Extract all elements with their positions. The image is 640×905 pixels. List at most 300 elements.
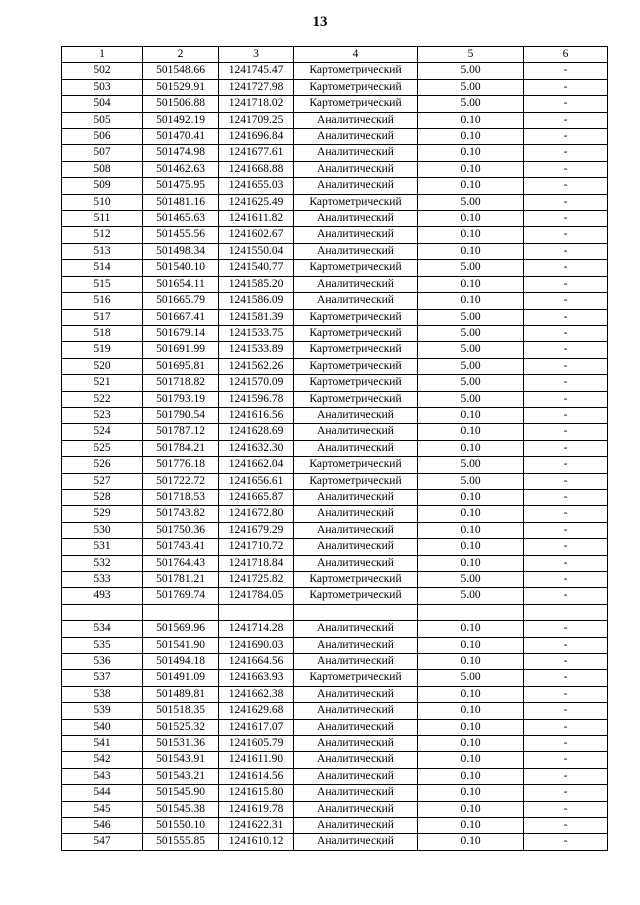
description-cell: - [524, 768, 608, 784]
point-number-cell: 546 [62, 818, 143, 834]
y-coordinate-cell: 1241602.67 [219, 227, 294, 243]
description-cell: - [524, 801, 608, 817]
x-coordinate-cell: 501722.72 [143, 473, 219, 489]
point-number-cell: 511 [62, 211, 143, 227]
x-coordinate-cell: 501764.43 [143, 555, 219, 571]
method-cell: Картометрический [294, 260, 418, 276]
point-number-cell: 518 [62, 325, 143, 341]
x-coordinate-cell: 501550.10 [143, 818, 219, 834]
point-number-cell: 514 [62, 260, 143, 276]
method-cell: Аналитический [294, 801, 418, 817]
method-cell: Аналитический [294, 129, 418, 145]
y-coordinate-cell: 1241665.87 [219, 489, 294, 505]
method-cell: Аналитический [294, 654, 418, 670]
table-row [62, 391, 608, 407]
table-row [62, 276, 608, 292]
accuracy-cell: 5.00 [418, 391, 524, 407]
column-header: 5 [418, 47, 524, 63]
x-coordinate-cell: 501474.98 [143, 145, 219, 161]
table-row [62, 79, 608, 95]
y-coordinate-cell: 1241690.03 [219, 637, 294, 653]
x-coordinate-cell: 501790.54 [143, 407, 219, 423]
x-coordinate-cell: 501679.14 [143, 325, 219, 341]
y-coordinate-cell: 1241628.69 [219, 424, 294, 440]
method-cell: Картометрический [294, 63, 418, 79]
point-number-cell: 534 [62, 621, 143, 637]
description-cell: - [524, 654, 608, 670]
method-cell: Аналитический [294, 211, 418, 227]
table-row [62, 818, 608, 834]
accuracy-cell: 0.10 [418, 654, 524, 670]
description-cell: - [524, 194, 608, 210]
method-cell: Аналитический [294, 736, 418, 752]
x-coordinate-cell: 501529.91 [143, 79, 219, 95]
method-cell: Аналитический [294, 112, 418, 128]
description-cell: - [524, 457, 608, 473]
accuracy-cell: 5.00 [418, 375, 524, 391]
point-number-cell: 540 [62, 719, 143, 735]
table-row [62, 752, 608, 768]
method-cell: Картометрический [294, 342, 418, 358]
accuracy-cell: 0.10 [418, 522, 524, 538]
method-cell: Аналитический [294, 276, 418, 292]
accuracy-cell: 0.10 [418, 768, 524, 784]
point-number-cell: 520 [62, 358, 143, 374]
accuracy-cell: 0.10 [418, 834, 524, 850]
point-number-cell: 541 [62, 736, 143, 752]
point-number-cell: 542 [62, 752, 143, 768]
point-number-cell: 536 [62, 654, 143, 670]
table-row [62, 457, 608, 473]
method-cell: Картометрический [294, 670, 418, 686]
x-coordinate-cell: 501548.66 [143, 63, 219, 79]
accuracy-cell: 0.10 [418, 178, 524, 194]
method-cell: Аналитический [294, 522, 418, 538]
method-cell: Аналитический [294, 539, 418, 555]
table-row [62, 834, 608, 850]
y-coordinate-cell: 1241709.25 [219, 112, 294, 128]
description-cell: - [524, 703, 608, 719]
description-cell: - [524, 407, 608, 423]
x-coordinate-cell: 501531.36 [143, 736, 219, 752]
point-number-cell: 521 [62, 375, 143, 391]
table-row [62, 63, 608, 79]
accuracy-cell: 5.00 [418, 457, 524, 473]
method-cell: Картометрический [294, 588, 418, 604]
y-coordinate-cell: 1241585.20 [219, 276, 294, 292]
description-cell: - [524, 572, 608, 588]
point-number-cell: 506 [62, 129, 143, 145]
method-cell: Картометрический [294, 391, 418, 407]
accuracy-cell: 0.10 [418, 539, 524, 555]
point-number-cell: 508 [62, 161, 143, 177]
accuracy-cell: 0.10 [418, 161, 524, 177]
description-cell: - [524, 79, 608, 95]
method-cell: Картометрический [294, 325, 418, 341]
x-coordinate-cell: 501545.38 [143, 801, 219, 817]
description-cell: - [524, 686, 608, 702]
point-number-cell: 525 [62, 440, 143, 456]
y-coordinate-cell: 1241656.61 [219, 473, 294, 489]
table-row [62, 424, 608, 440]
method-cell: Картометрический [294, 309, 418, 325]
accuracy-cell: 5.00 [418, 358, 524, 374]
table-row [62, 703, 608, 719]
accuracy-cell: 0.10 [418, 801, 524, 817]
point-number-cell: 519 [62, 342, 143, 358]
table-row [62, 670, 608, 686]
description-cell: - [524, 752, 608, 768]
table-body [62, 63, 608, 850]
table-row [62, 178, 608, 194]
table-row [62, 719, 608, 735]
x-coordinate-cell: 501543.21 [143, 768, 219, 784]
y-coordinate-cell: 1241615.80 [219, 785, 294, 801]
description-cell: - [524, 539, 608, 555]
coordinates-table [61, 46, 608, 851]
point-number-cell: 515 [62, 276, 143, 292]
y-coordinate-cell: 1241718.02 [219, 96, 294, 112]
method-cell: Аналитический [294, 440, 418, 456]
x-coordinate-cell: 501654.11 [143, 276, 219, 292]
point-number-cell: 528 [62, 489, 143, 505]
method-cell: Аналитический [294, 818, 418, 834]
description-cell: - [524, 506, 608, 522]
y-coordinate-cell: 1241745.47 [219, 63, 294, 79]
x-coordinate-cell [143, 604, 219, 620]
method-cell: Аналитический [294, 424, 418, 440]
accuracy-cell: 5.00 [418, 260, 524, 276]
point-number-cell: 523 [62, 407, 143, 423]
table-row [62, 736, 608, 752]
method-cell: Аналитический [294, 785, 418, 801]
y-coordinate-cell: 1241655.03 [219, 178, 294, 194]
x-coordinate-cell: 501475.95 [143, 178, 219, 194]
y-coordinate-cell: 1241663.93 [219, 670, 294, 686]
accuracy-cell: 0.10 [418, 211, 524, 227]
y-coordinate-cell: 1241619.78 [219, 801, 294, 817]
accuracy-cell: 0.10 [418, 506, 524, 522]
description-cell: - [524, 243, 608, 259]
y-coordinate-cell: 1241617.07 [219, 719, 294, 735]
point-number-cell: 538 [62, 686, 143, 702]
accuracy-cell: 0.10 [418, 243, 524, 259]
table-row [62, 801, 608, 817]
table-row [62, 572, 608, 588]
y-coordinate-cell: 1241586.09 [219, 293, 294, 309]
method-cell: Аналитический [294, 161, 418, 177]
x-coordinate-cell: 501491.09 [143, 670, 219, 686]
description-cell: - [524, 637, 608, 653]
point-number-cell: 535 [62, 637, 143, 653]
table-row [62, 161, 608, 177]
description-cell: - [524, 211, 608, 227]
table-row [62, 260, 608, 276]
description-cell: - [524, 424, 608, 440]
y-coordinate-cell: 1241596.78 [219, 391, 294, 407]
x-coordinate-cell: 501489.81 [143, 686, 219, 702]
accuracy-cell: 0.10 [418, 719, 524, 735]
table-row [62, 604, 608, 620]
point-number-cell: 512 [62, 227, 143, 243]
description-cell: - [524, 276, 608, 292]
table-row [62, 293, 608, 309]
point-number-cell: 544 [62, 785, 143, 801]
column-header: 2 [143, 47, 219, 63]
method-cell: Картометрический [294, 194, 418, 210]
point-number-cell [62, 604, 143, 620]
accuracy-cell: 0.10 [418, 736, 524, 752]
accuracy-cell: 5.00 [418, 96, 524, 112]
accuracy-cell: 5.00 [418, 572, 524, 588]
x-coordinate-cell: 501769.74 [143, 588, 219, 604]
y-coordinate-cell: 1241533.89 [219, 342, 294, 358]
point-number-cell: 543 [62, 768, 143, 784]
table-row [62, 325, 608, 341]
table-row [62, 440, 608, 456]
y-coordinate-cell: 1241664.56 [219, 654, 294, 670]
accuracy-cell: 5.00 [418, 194, 524, 210]
method-cell: Аналитический [294, 293, 418, 309]
point-number-cell: 537 [62, 670, 143, 686]
accuracy-cell: 5.00 [418, 670, 524, 686]
y-coordinate-cell: 1241784.05 [219, 588, 294, 604]
method-cell: Аналитический [294, 555, 418, 571]
x-coordinate-cell: 501750.36 [143, 522, 219, 538]
accuracy-cell: 5.00 [418, 63, 524, 79]
y-coordinate-cell: 1241533.75 [219, 325, 294, 341]
column-header: 4 [294, 47, 418, 63]
x-coordinate-cell: 501695.81 [143, 358, 219, 374]
point-number-cell: 505 [62, 112, 143, 128]
method-cell: Картометрический [294, 79, 418, 95]
x-coordinate-cell: 501743.41 [143, 539, 219, 555]
y-coordinate-cell: 1241679.29 [219, 522, 294, 538]
description-cell: - [524, 227, 608, 243]
accuracy-cell: 0.10 [418, 112, 524, 128]
y-coordinate-cell: 1241714.28 [219, 621, 294, 637]
table-row [62, 112, 608, 128]
table-row [62, 621, 608, 637]
y-coordinate-cell [219, 604, 294, 620]
description-cell: - [524, 293, 608, 309]
method-cell: Аналитический [294, 686, 418, 702]
accuracy-cell: 0.10 [418, 227, 524, 243]
x-coordinate-cell: 501555.85 [143, 834, 219, 850]
y-coordinate-cell: 1241625.49 [219, 194, 294, 210]
table-row [62, 768, 608, 784]
accuracy-cell: 0.10 [418, 129, 524, 145]
y-coordinate-cell: 1241610.12 [219, 834, 294, 850]
y-coordinate-cell: 1241611.82 [219, 211, 294, 227]
method-cell: Картометрический [294, 358, 418, 374]
accuracy-cell: 5.00 [418, 309, 524, 325]
table-row [62, 309, 608, 325]
description-cell: - [524, 161, 608, 177]
table-row [62, 654, 608, 670]
table-row [62, 194, 608, 210]
description-cell: - [524, 309, 608, 325]
point-number-cell: 513 [62, 243, 143, 259]
accuracy-cell: 0.10 [418, 407, 524, 423]
accuracy-cell: 0.10 [418, 621, 524, 637]
x-coordinate-cell: 501462.63 [143, 161, 219, 177]
table-row [62, 375, 608, 391]
y-coordinate-cell: 1241672.80 [219, 506, 294, 522]
description-cell: - [524, 670, 608, 686]
description-cell: - [524, 260, 608, 276]
description-cell: - [524, 555, 608, 571]
x-coordinate-cell: 501569.96 [143, 621, 219, 637]
x-coordinate-cell: 501691.99 [143, 342, 219, 358]
x-coordinate-cell: 501781.21 [143, 572, 219, 588]
point-number-cell: 547 [62, 834, 143, 850]
y-coordinate-cell: 1241570.09 [219, 375, 294, 391]
point-number-cell: 493 [62, 588, 143, 604]
point-number-cell: 507 [62, 145, 143, 161]
column-header: 3 [219, 47, 294, 63]
description-cell: - [524, 375, 608, 391]
accuracy-cell: 0.10 [418, 145, 524, 161]
x-coordinate-cell: 501543.91 [143, 752, 219, 768]
point-number-cell: 529 [62, 506, 143, 522]
x-coordinate-cell: 501784.21 [143, 440, 219, 456]
y-coordinate-cell: 1241581.39 [219, 309, 294, 325]
accuracy-cell: 0.10 [418, 489, 524, 505]
description-cell: - [524, 391, 608, 407]
table-row [62, 686, 608, 702]
y-coordinate-cell: 1241662.38 [219, 686, 294, 702]
method-cell: Аналитический [294, 506, 418, 522]
y-coordinate-cell: 1241550.04 [219, 243, 294, 259]
description-cell: - [524, 440, 608, 456]
table-row [62, 489, 608, 505]
table-header-row [62, 47, 608, 63]
page-number: 13 [312, 14, 328, 30]
method-cell: Аналитический [294, 637, 418, 653]
accuracy-cell: 5.00 [418, 79, 524, 95]
table-row [62, 342, 608, 358]
point-number-cell: 524 [62, 424, 143, 440]
description-cell: - [524, 178, 608, 194]
table-row [62, 588, 608, 604]
accuracy-cell: 5.00 [418, 588, 524, 604]
description-cell: - [524, 96, 608, 112]
accuracy-cell: 0.10 [418, 293, 524, 309]
method-cell: Аналитический [294, 227, 418, 243]
column-header: 1 [62, 47, 143, 63]
method-cell: Картометрический [294, 473, 418, 489]
table-row [62, 473, 608, 489]
point-number-cell: 522 [62, 391, 143, 407]
table-row [62, 539, 608, 555]
method-cell: Аналитический [294, 243, 418, 259]
point-number-cell: 539 [62, 703, 143, 719]
point-number-cell: 504 [62, 96, 143, 112]
x-coordinate-cell: 501518.35 [143, 703, 219, 719]
accuracy-cell: 0.10 [418, 424, 524, 440]
accuracy-cell: 0.10 [418, 752, 524, 768]
method-cell: Аналитический [294, 407, 418, 423]
method-cell: Аналитический [294, 489, 418, 505]
y-coordinate-cell: 1241540.77 [219, 260, 294, 276]
point-number-cell: 530 [62, 522, 143, 538]
y-coordinate-cell: 1241677.61 [219, 145, 294, 161]
description-cell: - [524, 834, 608, 850]
table-row [62, 407, 608, 423]
table-row [62, 358, 608, 374]
method-cell: Аналитический [294, 768, 418, 784]
point-number-cell: 533 [62, 572, 143, 588]
description-cell: - [524, 473, 608, 489]
description-cell: - [524, 818, 608, 834]
description-cell: - [524, 145, 608, 161]
x-coordinate-cell: 501545.90 [143, 785, 219, 801]
column-header: 6 [524, 47, 608, 63]
accuracy-cell: 0.10 [418, 703, 524, 719]
description-cell: - [524, 112, 608, 128]
x-coordinate-cell: 501506.88 [143, 96, 219, 112]
x-coordinate-cell: 501667.41 [143, 309, 219, 325]
table-row [62, 211, 608, 227]
table-row [62, 522, 608, 538]
table-row [62, 243, 608, 259]
point-number-cell: 510 [62, 194, 143, 210]
y-coordinate-cell: 1241696.84 [219, 129, 294, 145]
table-row [62, 227, 608, 243]
y-coordinate-cell: 1241614.56 [219, 768, 294, 784]
description-cell: - [524, 489, 608, 505]
y-coordinate-cell: 1241668.88 [219, 161, 294, 177]
method-cell: Аналитический [294, 178, 418, 194]
method-cell: Аналитический [294, 834, 418, 850]
accuracy-cell [418, 604, 524, 620]
method-cell: Картометрический [294, 96, 418, 112]
y-coordinate-cell: 1241622.31 [219, 818, 294, 834]
table-row [62, 637, 608, 653]
y-coordinate-cell: 1241632.30 [219, 440, 294, 456]
table-row [62, 785, 608, 801]
table-row [62, 145, 608, 161]
y-coordinate-cell: 1241605.79 [219, 736, 294, 752]
point-number-cell: 526 [62, 457, 143, 473]
x-coordinate-cell: 501718.82 [143, 375, 219, 391]
y-coordinate-cell: 1241629.68 [219, 703, 294, 719]
y-coordinate-cell: 1241611.90 [219, 752, 294, 768]
x-coordinate-cell: 501718.53 [143, 489, 219, 505]
y-coordinate-cell: 1241616.56 [219, 407, 294, 423]
y-coordinate-cell: 1241662.04 [219, 457, 294, 473]
description-cell: - [524, 785, 608, 801]
y-coordinate-cell: 1241718.84 [219, 555, 294, 571]
point-number-cell: 532 [62, 555, 143, 571]
x-coordinate-cell: 501776.18 [143, 457, 219, 473]
point-number-cell: 509 [62, 178, 143, 194]
point-number-cell: 545 [62, 801, 143, 817]
x-coordinate-cell: 501465.63 [143, 211, 219, 227]
x-coordinate-cell: 501743.82 [143, 506, 219, 522]
x-coordinate-cell: 501481.16 [143, 194, 219, 210]
y-coordinate-cell: 1241727.98 [219, 79, 294, 95]
table-row [62, 506, 608, 522]
method-cell: Аналитический [294, 145, 418, 161]
description-cell: - [524, 63, 608, 79]
x-coordinate-cell: 501498.34 [143, 243, 219, 259]
x-coordinate-cell: 501541.90 [143, 637, 219, 653]
method-cell: Картометрический [294, 457, 418, 473]
x-coordinate-cell: 501540.10 [143, 260, 219, 276]
table-row [62, 555, 608, 571]
